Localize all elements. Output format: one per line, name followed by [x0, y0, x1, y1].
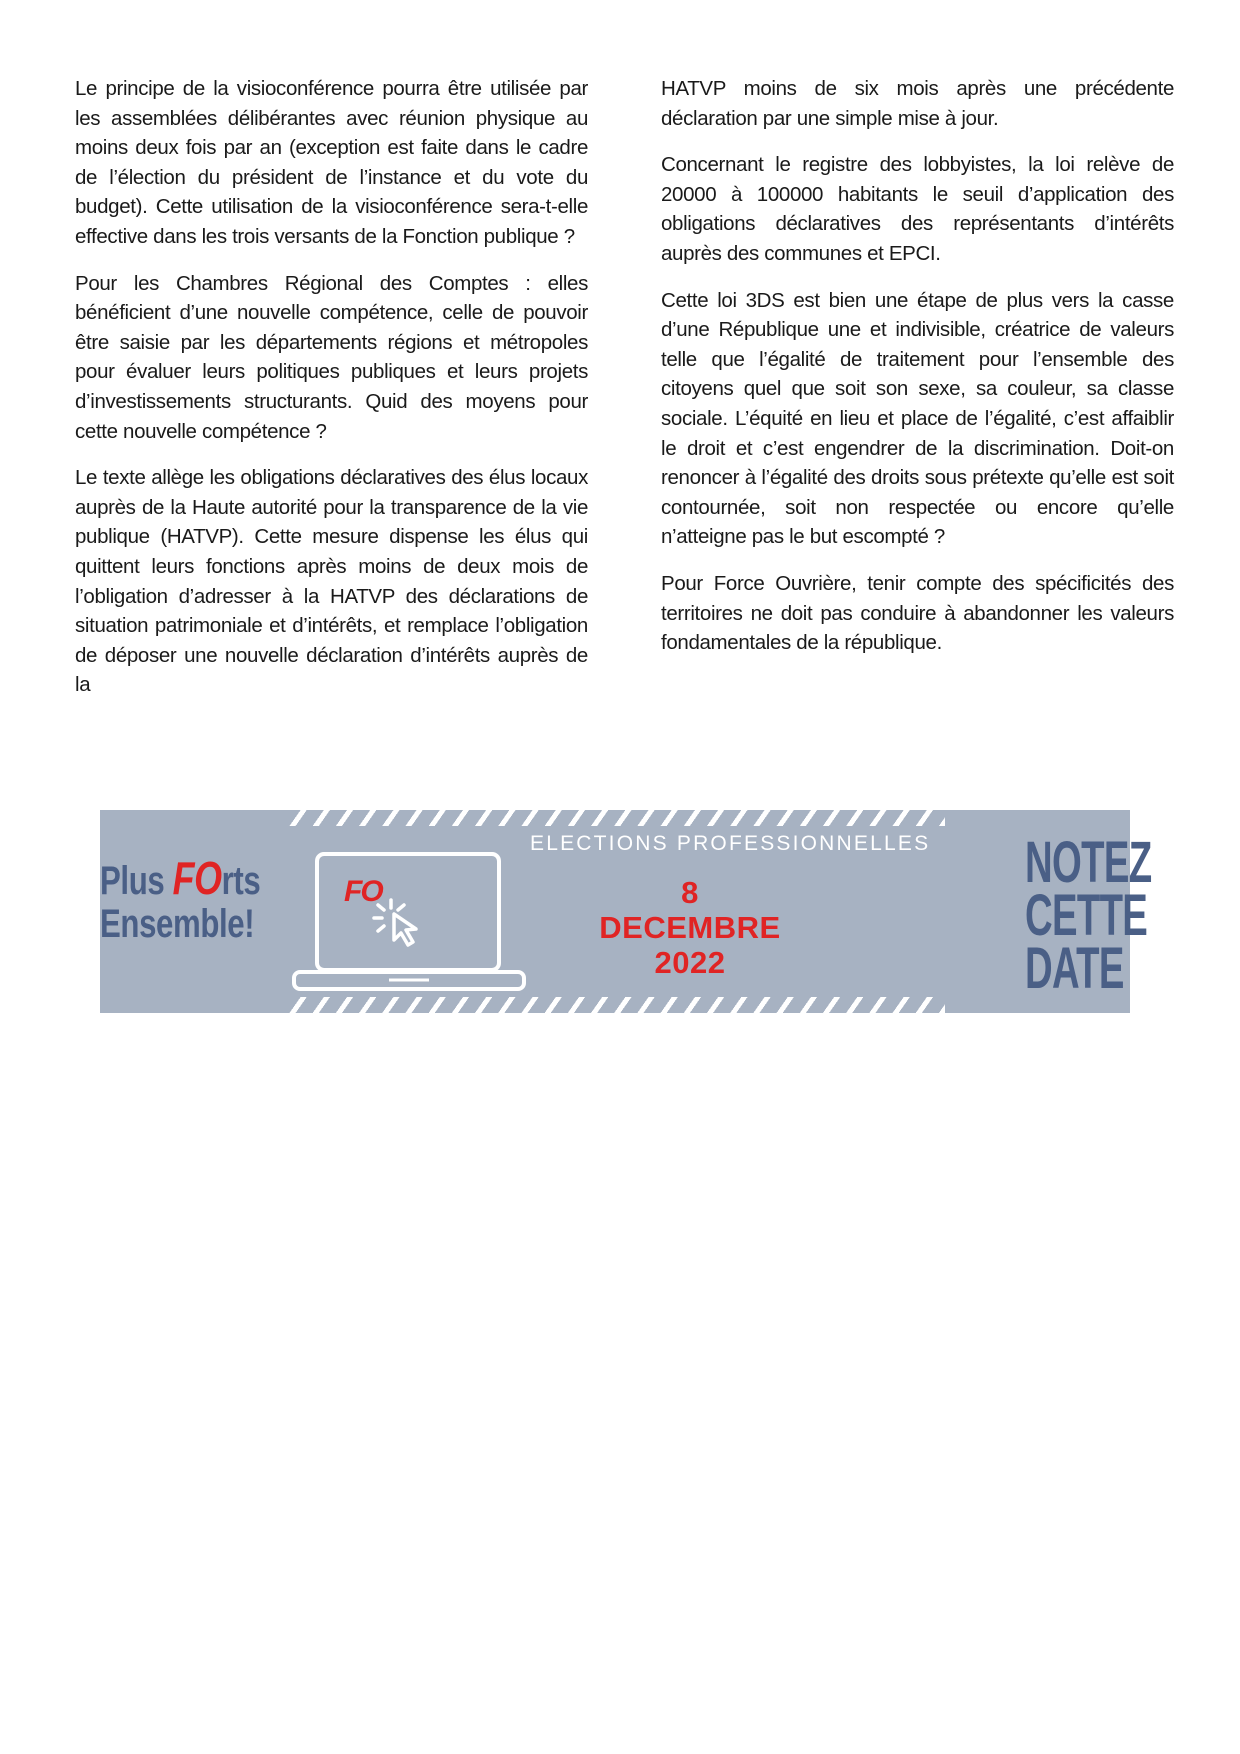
slogan-plus-forts-ensemble — [100, 852, 261, 946]
slogan-plus: Plus — [100, 859, 173, 903]
hazard-stripes-bottom — [285, 997, 945, 1013]
elections-label: ELECTIONS PROFESSIONNELLES — [530, 832, 931, 855]
slogan-fo: FO — [172, 852, 222, 904]
paragraph-lobbyistes: Concernant le registre des lobbyistes, la loi relève de 20000 à 100000 habitants le seuil d’application des obligations déclaratives des représentants d’intérêts auprès des communes et EPCI. — [661, 153, 1174, 265]
notez-line-3: DATE — [1025, 936, 1124, 1001]
paragraph-loi-3ds: Cette loi 3DS est bien une étape de plus vers la casse d’une République une et indivisible, créatrice de valeurs telle que l’égalité de traitement pour l’ensemble des citoyens quel que soit son sexe, sa couleur, sa classe sociale. L’équité en lieu et place de l’égalité, c’est affaiblir le droit et c’est engendrer de la discrimination. Doit-on renoncer à l’égalité des droits sous prétexte qu’elle est soit contournée, soit non respectée ou encore qu’elle n’atteigne pas le but escompté ? — [661, 288, 1174, 549]
date-month: DECEMBRE — [599, 910, 781, 945]
paragraph-chambres-regionales: Pour les Chambres Régional des Comptes : elles bénéficient d’une nouvelle compétence, celle de pouvoir être saisie par les départements régions et métropoles pour évaluer leurs politiques publiques et leurs projets d’investissements structurants. Quid des moyens pour cette nouvelle compétence ? — [75, 271, 588, 443]
paragraph-visioconference: Le principe de la visioconférence pourra être utilisée par les assemblées délibérantes avec réunion physique au moins deux fois par an (exception est faite dans le cadre de l’élection du président de l’instance et du vote du budget). Cette utilisation de la visioconférence sera-t-elle effective dans les trois versants de la Fonction publique ? — [75, 77, 588, 248]
paragraph-force-ouvriere: Pour Force Ouvrière, tenir compte des spécificités des territoires ne doit pas conduire à abandonner les valeurs fondamentales de la république. — [661, 571, 1174, 655]
paragraph-obligations-declaratives: Le texte allège les obligations déclaratives des élus locaux auprès de la Haute autorité pour la transparence de la vie publique (HATVP). Cette mesure dispense les élus qui quittent leurs fonctions après moins de deux mois de l’obligation d’adresser à la HATVP des déclarations de situation patrimoniale et d’intérêts, et remplace l’obligation de déposer une nouvelle déclaration d’intérêts auprès de la — [75, 466, 588, 697]
laptop-icon — [294, 850, 524, 995]
slogan-line-1 — [100, 852, 261, 904]
slogan-rts: rts — [221, 859, 261, 903]
election-date — [580, 875, 800, 980]
date-year: 2022 — [654, 945, 726, 980]
notez-line-2: CETTE — [1025, 883, 1148, 948]
slogan-ensemble: Ensemble! — [100, 902, 255, 946]
notez-cette-date — [1025, 830, 1152, 1001]
notez-line-1: NOTEZ — [1025, 830, 1152, 895]
article-right-column — [661, 74, 1174, 675]
paragraph-hatvp-continued: HATVP moins de six mois après une précédente déclaration par une simple mise à jour. — [661, 77, 1174, 130]
date-day: 8 — [681, 875, 699, 910]
laptop-fo-logo: FO — [344, 875, 382, 908]
elections-banner — [100, 810, 1152, 1013]
article-left-column — [75, 74, 588, 717]
hazard-stripes-top — [285, 810, 945, 826]
